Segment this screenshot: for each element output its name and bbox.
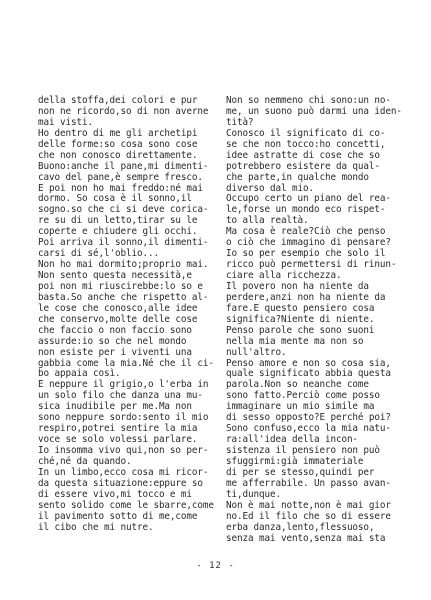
text-line: nella mia mente ma non so [226,335,364,347]
text-line: non esiste per i viventi una [38,346,192,358]
text-line: In un limbo,ecco cosa mi ricor- [38,466,209,478]
text-line: un solo filo che danza una mu- [38,390,203,402]
text-line: immaginare un mio simile ma [226,401,375,413]
text-line: le cose che conosco,alle idee [38,302,198,314]
text-line: della stoffa,dei colori e pur [38,95,198,106]
text-line: che non conosco direttamente. [38,149,198,161]
text-line: idee astratte di cose che so [226,149,380,161]
text-line: respiro,potrei sentire la mia [38,423,198,435]
text-line: di per se stesso,quindi per [226,466,375,478]
text-line: o ciò che immagino di pensare? [226,237,391,249]
text-line: me, un suono può darmi una iden- [226,105,402,117]
text-line: basta.So anche che rispetto al- [38,291,209,303]
text-line: voce se solo volessi parlare. [38,434,198,446]
text-line: Non sento questa necessità,e [38,270,192,281]
text-line: il pavimento sotto di me,come [38,510,198,522]
text-line: me afferrabile. Un passo avan- [226,477,391,489]
text-line: potrebbero esistere da qual- [226,160,380,172]
text-line: sica inudibile per me.Ma non [38,401,192,413]
text-line: mai visti. [38,116,93,128]
text-line: se che non tocco:ho concetti, [226,138,386,150]
text-line: Penso amore e non so cosa sia, [226,357,391,369]
text-line: assurde:io so che nel mondo [38,335,187,347]
text-line: Sono confuso,ecco la mia natu- [226,423,391,435]
text-line: quale significato abbia questa [226,368,391,380]
text-line: Buono:anche il pane,mi dimenti- [38,160,209,172]
text-line: Non ho mai dormito;proprio mai. [38,259,209,271]
text-line: il cibo che mi nutre. [38,521,154,533]
text-line: di essere vivo,mi tocco e mi [38,488,192,500]
page-number: - 12 - [196,561,235,571]
text-line: E poi non ho mai freddo:né mai [38,182,203,194]
text-line: da questa situazione:eppure so [38,477,203,489]
text-line: diverso dal mio. [226,182,314,194]
text-line: sono neppure sordo:sento il mio [38,412,209,424]
text-line: ti,dunque. [226,488,281,500]
text-line: che faccio o non faccio sono [38,324,192,336]
text-line: Ma cosa è reale?Ciò che penso [226,226,386,238]
text-line: no.Ed il filo che so di essere [226,510,391,522]
text-line: gabbia come la mia.Né che il ci- [38,357,214,369]
text-line: dormo. So cosa è il sonno,il [38,193,192,205]
right-text-column [226,96,411,544]
text-line: Non è mai notte,non è mai gior [226,499,391,511]
text-line: Il povero non ha niente da [226,280,369,292]
text-line: Non so nemmeno chi sono:un no- [226,95,391,106]
text-line: sento solido come le sbarre,come [38,499,214,511]
text-line: ciare alla ricchezza. [226,270,342,281]
text-line: Poi arriva il sonno,il dimenti- [38,237,209,249]
text-line: Conosco il significato di co- [226,127,386,139]
text-line: Ho dentro di me gli archetipi [38,127,198,139]
text-line: senza mai vento,senza mai sta [226,532,386,544]
text-line: non ne ricordo,so di non averne [38,105,209,117]
text-line: che parte,in qualche mondo [226,171,369,183]
text-line: Io so per esempio che solo il [226,248,386,260]
text-line: le,forse un mondo eco rispet- [226,204,386,216]
text-line: delle forme:so cosa sono cose [38,138,198,150]
text-line: sfuggirmi:già immateriale [226,455,364,467]
text-line: che conservo,molte delle cose [38,313,198,325]
text-line: ra:all'idea della incon- [226,434,358,446]
text-line: significa?Niente di niente. [226,313,375,325]
text-line: Occupo certo un piano del rea- [226,193,391,205]
text-line: cavo del pane,è sempre fresco. [38,171,203,183]
text-line: tità? [226,116,254,128]
text-line: parola.Non so neanche come [226,379,369,391]
text-line: E neppure il grigio,o l'erba in [38,379,209,391]
text-line: di sesso opposto?E perché poi? [226,412,391,424]
left-text-column [38,96,233,534]
text-line: sogno.so che ci si deve corica- [38,204,209,216]
text-line: sistenza il pensiero non può [226,445,380,456]
text-line: sono fatto.Perciò come posso [226,390,380,402]
text-line: poi non mi riuscirebbe:lo so e [38,280,203,292]
text-line: ché,né da quando. [38,455,132,467]
text-line: Io insomma vivo qui,non so per- [38,445,209,456]
text-line: carsi di sé,l'oblio... [38,248,159,260]
text-line: erba danza,lento,flessuoso, [226,521,375,533]
text-line: null'altro. [226,346,287,358]
text-line: coperte e chiudere gli occhi. [38,226,198,238]
text-line: ricco può permettersi di rinun- [226,259,397,271]
text-line: fare.E questo pensiero cosa [226,302,375,314]
text-line: Penso parole che sono suoni [226,324,375,336]
text-line: re su di un letto,tirar su le [38,215,198,227]
text-line: perdere,anzi non ha niente da [226,291,386,303]
text-line: bo appaia così. [38,368,121,380]
text-line: to alla realtà. [226,215,309,227]
